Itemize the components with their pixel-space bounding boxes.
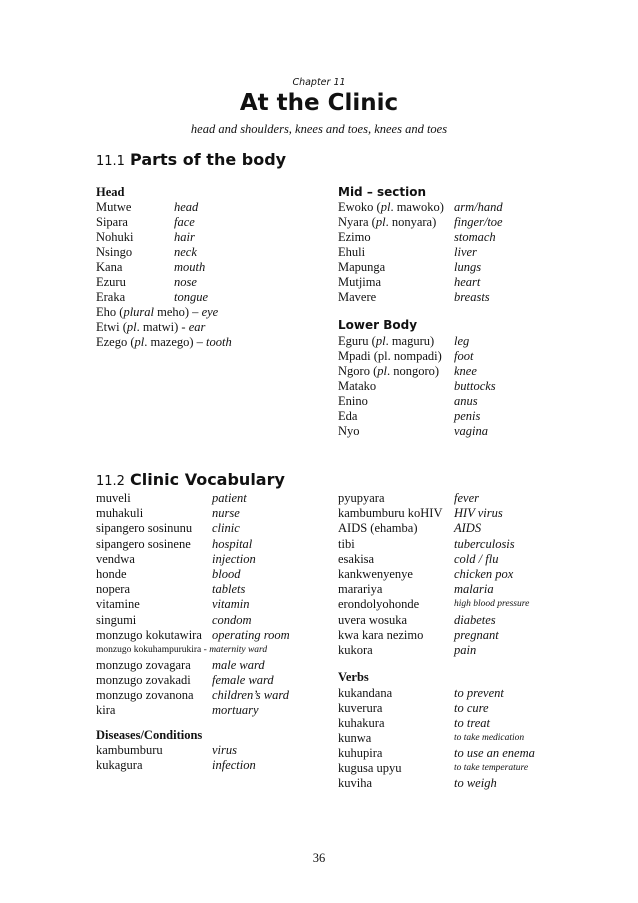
term: pyupyara (338, 491, 385, 505)
term: singumi (96, 612, 137, 627)
term: Eraka (96, 290, 126, 304)
section-name: Parts of the body (130, 150, 287, 169)
term: kugusa upyu (338, 761, 402, 775)
list-item (338, 613, 574, 628)
translation: condom (212, 612, 252, 627)
translation: pain (454, 643, 477, 657)
diseases-heading: Diseases/Conditions (96, 728, 203, 742)
list-item (338, 230, 574, 245)
list-item (96, 628, 332, 643)
list-item (96, 506, 332, 521)
translation: male ward (212, 658, 265, 672)
translation: tongue (174, 290, 209, 304)
term: Mapunga (338, 260, 386, 274)
translation: children’s ward (212, 688, 289, 702)
term: monzugo zovanona (96, 688, 194, 702)
mpadi-entry: Mpadi (pl. nompadi) foot (338, 349, 474, 363)
translation: face (174, 215, 195, 229)
term: Mutjima (338, 275, 382, 289)
list-item (338, 394, 574, 409)
list-item (96, 521, 332, 536)
translation: hospital (212, 536, 253, 551)
translation: vitamin (212, 597, 250, 612)
term: muhakuli (96, 506, 144, 521)
list-item (338, 761, 574, 776)
term: muveli (96, 491, 131, 505)
term: monzugo zovakadi (96, 673, 191, 687)
term: kunwa (338, 731, 372, 745)
list-item (338, 701, 574, 716)
maternity-entry: monzugo kokuhampurukira - maternity ward (96, 645, 268, 655)
translation: to take medication (454, 733, 525, 743)
term: Sipara (96, 215, 128, 229)
term: kankwenyenye (338, 567, 413, 581)
list-item (96, 613, 332, 628)
term: sipangero sosinunu (96, 521, 193, 536)
translation: operating room (212, 627, 290, 642)
term: vendwa (96, 551, 135, 566)
eho-entry: Eho (plural meho) – eye (96, 305, 219, 319)
translation: female ward (212, 673, 274, 687)
term: monzugo zovagara (96, 658, 191, 672)
list-item (338, 379, 574, 394)
translation: vagina (454, 424, 489, 438)
page-title: At the Clinic (239, 90, 399, 116)
translation: to take temperature (454, 763, 529, 773)
list-item (338, 746, 574, 761)
term: kuverura (338, 701, 383, 715)
term: Nyo (338, 424, 360, 438)
list-item (338, 506, 574, 521)
term: Mavere (338, 290, 377, 304)
translation: neck (174, 245, 197, 259)
translation: clinic (212, 521, 240, 536)
term: kukagura (96, 758, 143, 772)
list-item (96, 597, 332, 612)
translation: to use an enema (454, 746, 535, 760)
list-item (96, 688, 332, 703)
chapter-label: Chapter 11 (292, 77, 346, 88)
translation: to treat (454, 716, 490, 730)
translation: tuberculosis (454, 536, 515, 551)
term: kambumburu koHIV (338, 506, 443, 521)
translation: virus (212, 743, 237, 757)
term: sipangero sosinene (96, 536, 191, 551)
translation: hair (174, 230, 195, 244)
translation: chicken pox (454, 567, 514, 581)
term: Matako (338, 379, 377, 393)
list-item (338, 491, 574, 506)
list-item (96, 275, 294, 290)
term: kuviha (338, 776, 373, 790)
list-item (338, 567, 574, 582)
list-item (338, 716, 574, 731)
term: Enino (338, 394, 368, 408)
page-subtitle: head and shoulders, knees and toes, knees and toes (190, 122, 448, 136)
term: kukandana (338, 686, 393, 700)
term: kwa kara nezimo (338, 627, 424, 642)
term: tibi (338, 536, 355, 551)
term: erondolyohonde (338, 597, 420, 612)
translation: high blood pressure (454, 599, 530, 610)
list-item (338, 731, 574, 746)
section-name: Clinic Vocabulary (130, 470, 285, 489)
term: Kana (96, 260, 123, 274)
translation: breasts (454, 290, 490, 304)
translation: to cure (454, 701, 489, 715)
list-item (96, 230, 294, 245)
translation: heart (454, 275, 481, 289)
list-item (338, 628, 574, 643)
list-item (96, 290, 294, 305)
term: Ezuru (96, 275, 126, 289)
ewoko-entry: Ewoko (pl. mawoko) arm/hand (338, 200, 503, 214)
term: kambumburu (96, 743, 163, 757)
translation: AIDS (454, 521, 482, 536)
list-item (96, 673, 332, 688)
list-item (96, 582, 332, 597)
list-item (96, 567, 332, 582)
term: Mutwe (96, 200, 132, 214)
list-item (338, 290, 574, 305)
list-item (338, 409, 574, 424)
list-item (338, 521, 574, 536)
section-heading-parts (96, 150, 286, 169)
list-item (96, 537, 332, 552)
term: nopera (96, 582, 131, 597)
list-item (96, 215, 294, 230)
list-item (338, 424, 574, 439)
eguru-entry: Eguru (pl. maguru) leg (338, 334, 470, 348)
translation: patient (212, 491, 247, 505)
page-number: 36 (312, 851, 326, 865)
term: kuhakura (338, 716, 385, 730)
translation: mortuary (212, 703, 259, 717)
list-item (96, 200, 294, 215)
term: kuhupira (338, 746, 383, 760)
term: AIDS (ehamba) (338, 521, 418, 536)
list-item (338, 597, 574, 612)
section-number: 11.2 (96, 474, 125, 489)
translation: buttocks (454, 379, 496, 393)
list-item (96, 245, 294, 260)
translation: cold / flu (454, 551, 499, 566)
translation: infection (212, 758, 256, 772)
list-item (338, 776, 574, 791)
translation: stomach (454, 230, 496, 244)
translation: nose (174, 275, 197, 289)
list-item (96, 552, 332, 567)
translation: to weigh (454, 776, 497, 790)
translation: penis (454, 409, 481, 423)
term: Nohuki (96, 230, 134, 244)
list-item (96, 758, 332, 773)
list-item (96, 703, 332, 718)
list-item (338, 245, 574, 260)
translation: head (174, 200, 199, 214)
list-item (338, 552, 574, 567)
translation: blood (212, 567, 241, 581)
list-item (338, 537, 574, 552)
list-item (96, 743, 332, 758)
translation: injection (212, 551, 256, 566)
head-heading: Head (96, 185, 125, 199)
translation: fever (454, 491, 479, 505)
translation: lungs (454, 260, 482, 274)
term: kukora (338, 643, 373, 657)
term: Nsingo (96, 245, 133, 259)
translation: mouth (174, 260, 206, 274)
translation: nurse (212, 506, 240, 521)
ngoro-entry: Ngoro (pl. nongoro) knee (338, 364, 477, 378)
translation: anus (454, 394, 478, 408)
term: uvera wosuka (338, 612, 408, 627)
list-item (338, 643, 574, 658)
translation: HIV virus (454, 506, 503, 521)
verbs-heading: Verbs (338, 670, 369, 684)
list-item (96, 260, 294, 275)
etwi-entry: Etwi (pl. matwi) - ear (96, 320, 206, 334)
term: esakisa (338, 551, 375, 566)
term: Ezimo (338, 230, 371, 244)
translation: to prevent (454, 686, 504, 700)
translation: diabetes (454, 612, 496, 627)
term: marariya (338, 582, 383, 597)
list-item (96, 491, 332, 506)
term: Ehuli (338, 245, 366, 259)
list-item (338, 686, 574, 701)
lower-heading: Lower Body (338, 318, 418, 332)
list-item (96, 658, 332, 673)
term: monzugo kokutawira (96, 627, 202, 642)
term: vitamine (96, 597, 140, 612)
translation: malaria (454, 582, 494, 597)
term: honde (96, 567, 127, 581)
translation: liver (454, 245, 477, 259)
term: Eda (338, 409, 358, 423)
nyara-entry: Nyara (pl. nonyara) finger/toe (338, 215, 503, 229)
term: kira (96, 703, 116, 717)
section-heading-vocab (96, 470, 285, 489)
list-item (338, 275, 574, 290)
list-item (338, 582, 574, 597)
mid-heading: Mid – section (338, 185, 427, 199)
translation: tablets (212, 582, 246, 597)
list-item (338, 260, 574, 275)
ezego-entry: Ezego (pl. mazego) – tooth (96, 335, 232, 349)
section-number: 11.1 (96, 154, 125, 169)
translation: pregnant (454, 627, 499, 642)
